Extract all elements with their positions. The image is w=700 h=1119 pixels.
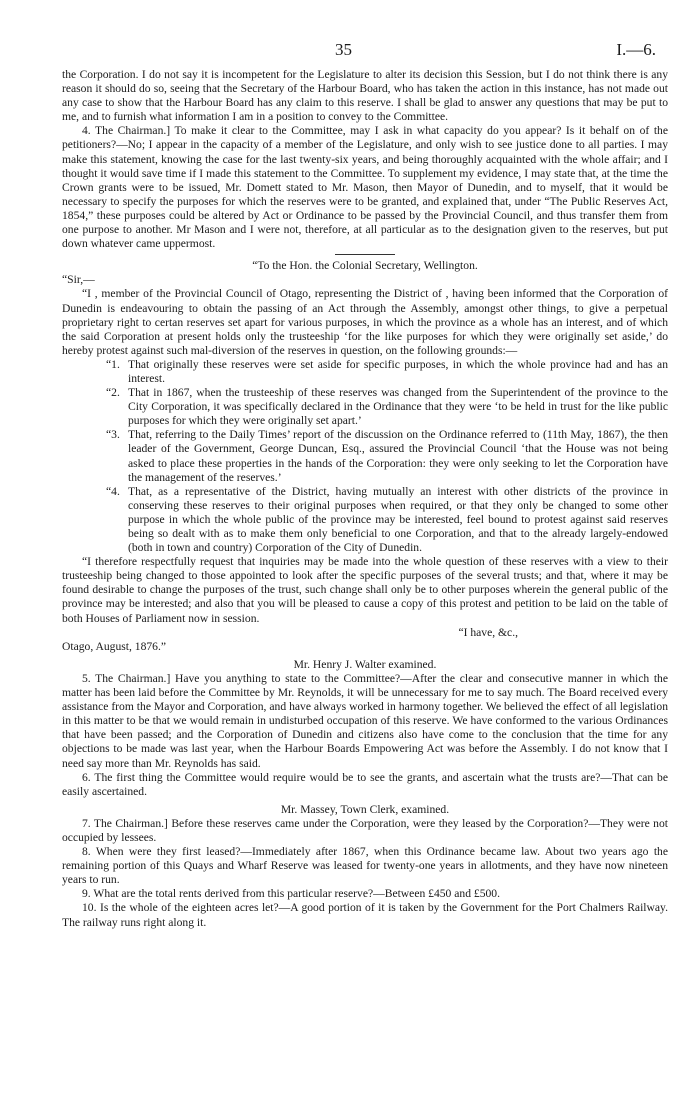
ground-text: That, referring to the Daily Times’ report of the discussion on the Ordinance referred to (11th May, 1867), the then leader of the Government, George Duncan, Esq., assured the Provincial Council ‘that the House was not being asked to place these properties in the hands of the Corporation: they were only seeking to let the Corporation have the management of the reserves.’ [128, 428, 668, 484]
section-divider [335, 254, 395, 255]
letter-protest-paragraph: “I , member of the Provincial Council of Otago, representing the District of , having been informed that the Corporation of Dunedin is endeavouring to obtain the passing of an Act through the Assembly, amongst other things, to give a perpetual proprietary right to certan reserves set apart for various purposes, in which the province as a whole has an interest, and of which the said Corporation at present holds only the trusteeship ‘for the like purposes for which they were originally set aside,’ do hereby protest against such mal-diversion of the reserves in question, on the following grounds:— [62, 287, 668, 357]
paragraph-continuation: the Corporation. I do not say it is incompetent for the Legislature to alter its decision this Session, but I do not think there is any reason it should do so, seeing that the Secretary of the Harbour Board, who has taken the action in this instance, has not made out any case to show that the Harbour Board has any claim to this reserve. I shall be glad to answer any questions that may be put to me, and to furnish what information I am in a position to convey to the Committee. [62, 68, 668, 124]
ground-item [106, 485, 668, 555]
paragraph-7: 7. The Chairman.] Before these reserves came under the Corporation, were they leased by the Corporation?—They were not occupied by lessees. [62, 816, 668, 844]
paragraph-5: 5. The Chairman.] Have you anything to state to the Committee?—After the clear and consecutive manner in which the matter has been laid before the Committee by Mr. Reynolds, it will be unnecessary for me to say much. The Board received every assistance from the Mayor and Corporation, and have always worked in harmony together. We believed the effect of all legislation in this matter to be that we would remain in undisturbed occupation of this reserve. We have conformed to the various Ordinances that have been passed; and the Corporation of Dunedin and citizens also have come to the conclusion that the time for any objections to be made was last year, when the Harbour Boards Empowering Act was before the Assembly. I do not know that I need say more than Mr. Reynolds has said. [62, 671, 668, 770]
witness-heading-massey: Mr. Massey, Town Clerk, examined. [280, 802, 450, 816]
ground-item [106, 358, 668, 386]
grounds-list [62, 358, 668, 555]
witness-heading-walter: Mr. Henry J. Walter examined. [293, 657, 437, 671]
paragraph-10: 10. Is the whole of the eighteen acres let?—A good portion of it is taken by the Government for the Port Chalmers Railway. The railway runs right along it. [62, 901, 668, 929]
paragraph-4: 4. The Chairman.] To make it clear to the Committee, may I ask in what capacity do you appear? Is it behalf on of the petitioners?—No; I appear in the capacity of a member of the Legislature, and only wish to see justice done to all parties. I may make this statement, knowing the case for the last twenty-six years, and being thoroughly acquainted with the whole affair; and I thought it would save time if I made this statement to the Committee. To supplement my evidence, I may state that, at the time the Crown grants were to be issued, Mr. Domett stated to Mr. Mason, then Mayor of Dunedin, and to myself, that it would be necessary to specify the purposes for which the reserves were to be granted, and explained that, under “The Public Reserves Act, 1854,” these purposes could be altered by Act or Ordinance to be passed by the Provincial Council, and thus transfer them from one purpose to another. Mr Mason and I were not, therefore, at all particular as to the designation given to the reserves, but put down whatever came uppermost. [62, 124, 668, 251]
letter-place-date: Otago, August, 1876.” [62, 639, 167, 653]
letter-salutation: “Sir,— [62, 273, 95, 287]
ground-number: “2. [106, 386, 120, 400]
paragraph-6: 6. The first thing the Committee would require would be to see the grants, and ascertain what the trusts are?—That can be easily ascertained. [62, 770, 668, 798]
document-body [62, 68, 668, 930]
ground-text: That originally these reserves were set aside for specific purposes, in which the whole province had and has an interest. [128, 357, 668, 385]
letter-signoff: “I have, &c., [458, 625, 518, 639]
document-reference: I.—6. [616, 40, 656, 59]
paragraph-8: 8. When were they first leased?—Immediately after 1867, when this Ordinance became law. About two years ago the remaining portion of this Quays and Wharf Reserve was leased for twenty-one years in allotments, and they have now nineteen years to run. [62, 845, 668, 887]
ground-number: “1. [106, 357, 120, 371]
ground-item [106, 386, 668, 428]
ground-item [106, 428, 668, 484]
ground-number: “4. [106, 484, 120, 498]
ground-text: That in 1867, when the trusteeship of these reserves was changed from the Superintendent of the province to the City Corporation, it was specifically declared in the Ordinance that they were ‘to be held in trust for the like public purposes for which they were originally set apart.’ [128, 386, 668, 428]
letter-request-paragraph: “I therefore respectfully request that inquiries may be made into the whole question of these reserves with a view to their trusteeship being changed to those appointed to look after the specific purposes of the several trusts; and that, where it may be found desirable to change the purposes of the trust, such change shall only be to other purposes wherein the general public of the province may be interested; and also that you will be pleased to cause a copy of this protest and petition to be laid on the table of both Houses of Parliament now in session. [62, 555, 668, 625]
ground-number: “3. [106, 428, 120, 442]
letter-addressee: “To the Hon. the Colonial Secretary, Wellington. [252, 259, 478, 273]
paragraph-9: 9. What are the total rents derived from this particular reserve?—Between £450 and £500. [82, 887, 500, 901]
page-number: 35 [335, 40, 352, 59]
ground-text: That, as a representative of the District, having mutually an interest with other districts of the province in conserving these reserves to their original purposes when required, or that they only be changed to some other purpose in which the whole public of the province may be interested, feel bound to protest against said reserves being so dealt with as to make them only beneficial to one Corporation, and that to the already largely-endowed (both in town and country) Corporation of the City of Dunedin. [128, 484, 668, 555]
